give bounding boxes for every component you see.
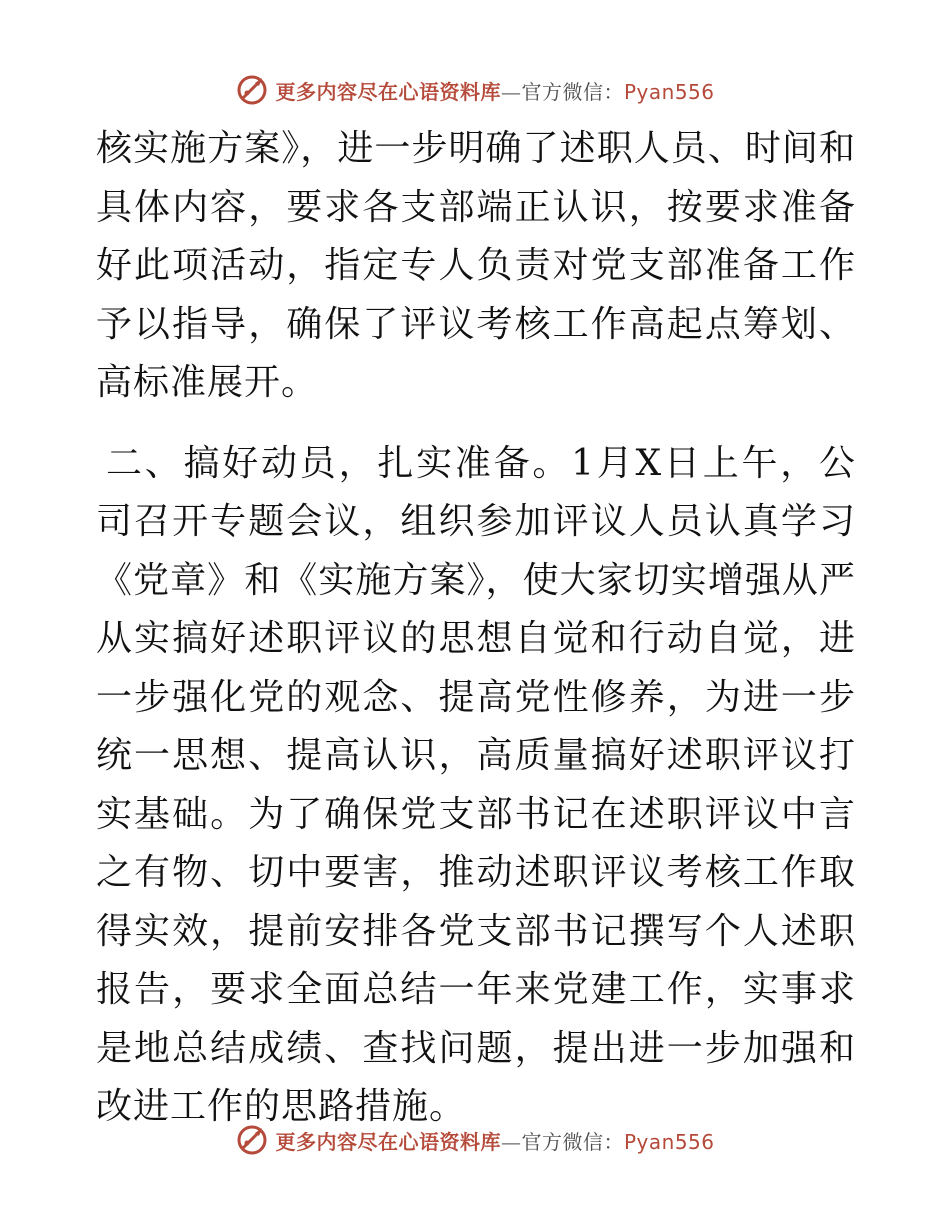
watermark-text — [275, 1126, 714, 1155]
footer-watermark — [0, 1120, 950, 1160]
watermark-brand: 更多内容尽在心语资料库 — [275, 79, 501, 104]
watermark-official: 官方微信： — [521, 79, 624, 104]
logo-icon — [235, 73, 269, 107]
paragraph: 核实施方案》，进一步明确了述职人员、时间和具体内容，要求各支部端正认识，按要求准备好此项活动，指定专人负责对党支部准备工作予以指导，确保了评议考核工作高起点筹划、高标准展开。 — [96, 128, 856, 403]
paragraph: 二、搞好动员，扎实准备。1月X日上午，公司召开专题会议，组织参加评议人员认真学习《党章》和《实施方案》，使大家切实增强从严从实搞好述职评议的思想自觉和行动自觉，进一步强化党的观念、提高党性修养，为进一步统一思想、提高认识，高质量搞好述职评议打实基础。为了确保党支部书记在述职评议中言之有物、切中要害，推动述职评议考核工作取得实效，提前安排各党支部书记撰写个人述职报告，要求全面总结一年来党建工作，实事求是地总结成绩、查找问题，提出进一步加强和改进工作的思路措施。 — [96, 442, 856, 1127]
watermark-brand: 更多内容尽在心语资料库 — [275, 1129, 501, 1154]
document-body — [96, 120, 856, 1137]
watermark-dash: — — [500, 79, 522, 104]
logo-icon — [235, 1123, 269, 1157]
watermark-dash: — — [500, 1129, 522, 1154]
watermark-text — [275, 76, 714, 105]
watermark-official: 官方微信： — [521, 1129, 624, 1154]
header-watermark — [0, 70, 950, 110]
watermark-id: Pyan556 — [623, 79, 715, 104]
watermark-id: Pyan556 — [623, 1129, 715, 1154]
